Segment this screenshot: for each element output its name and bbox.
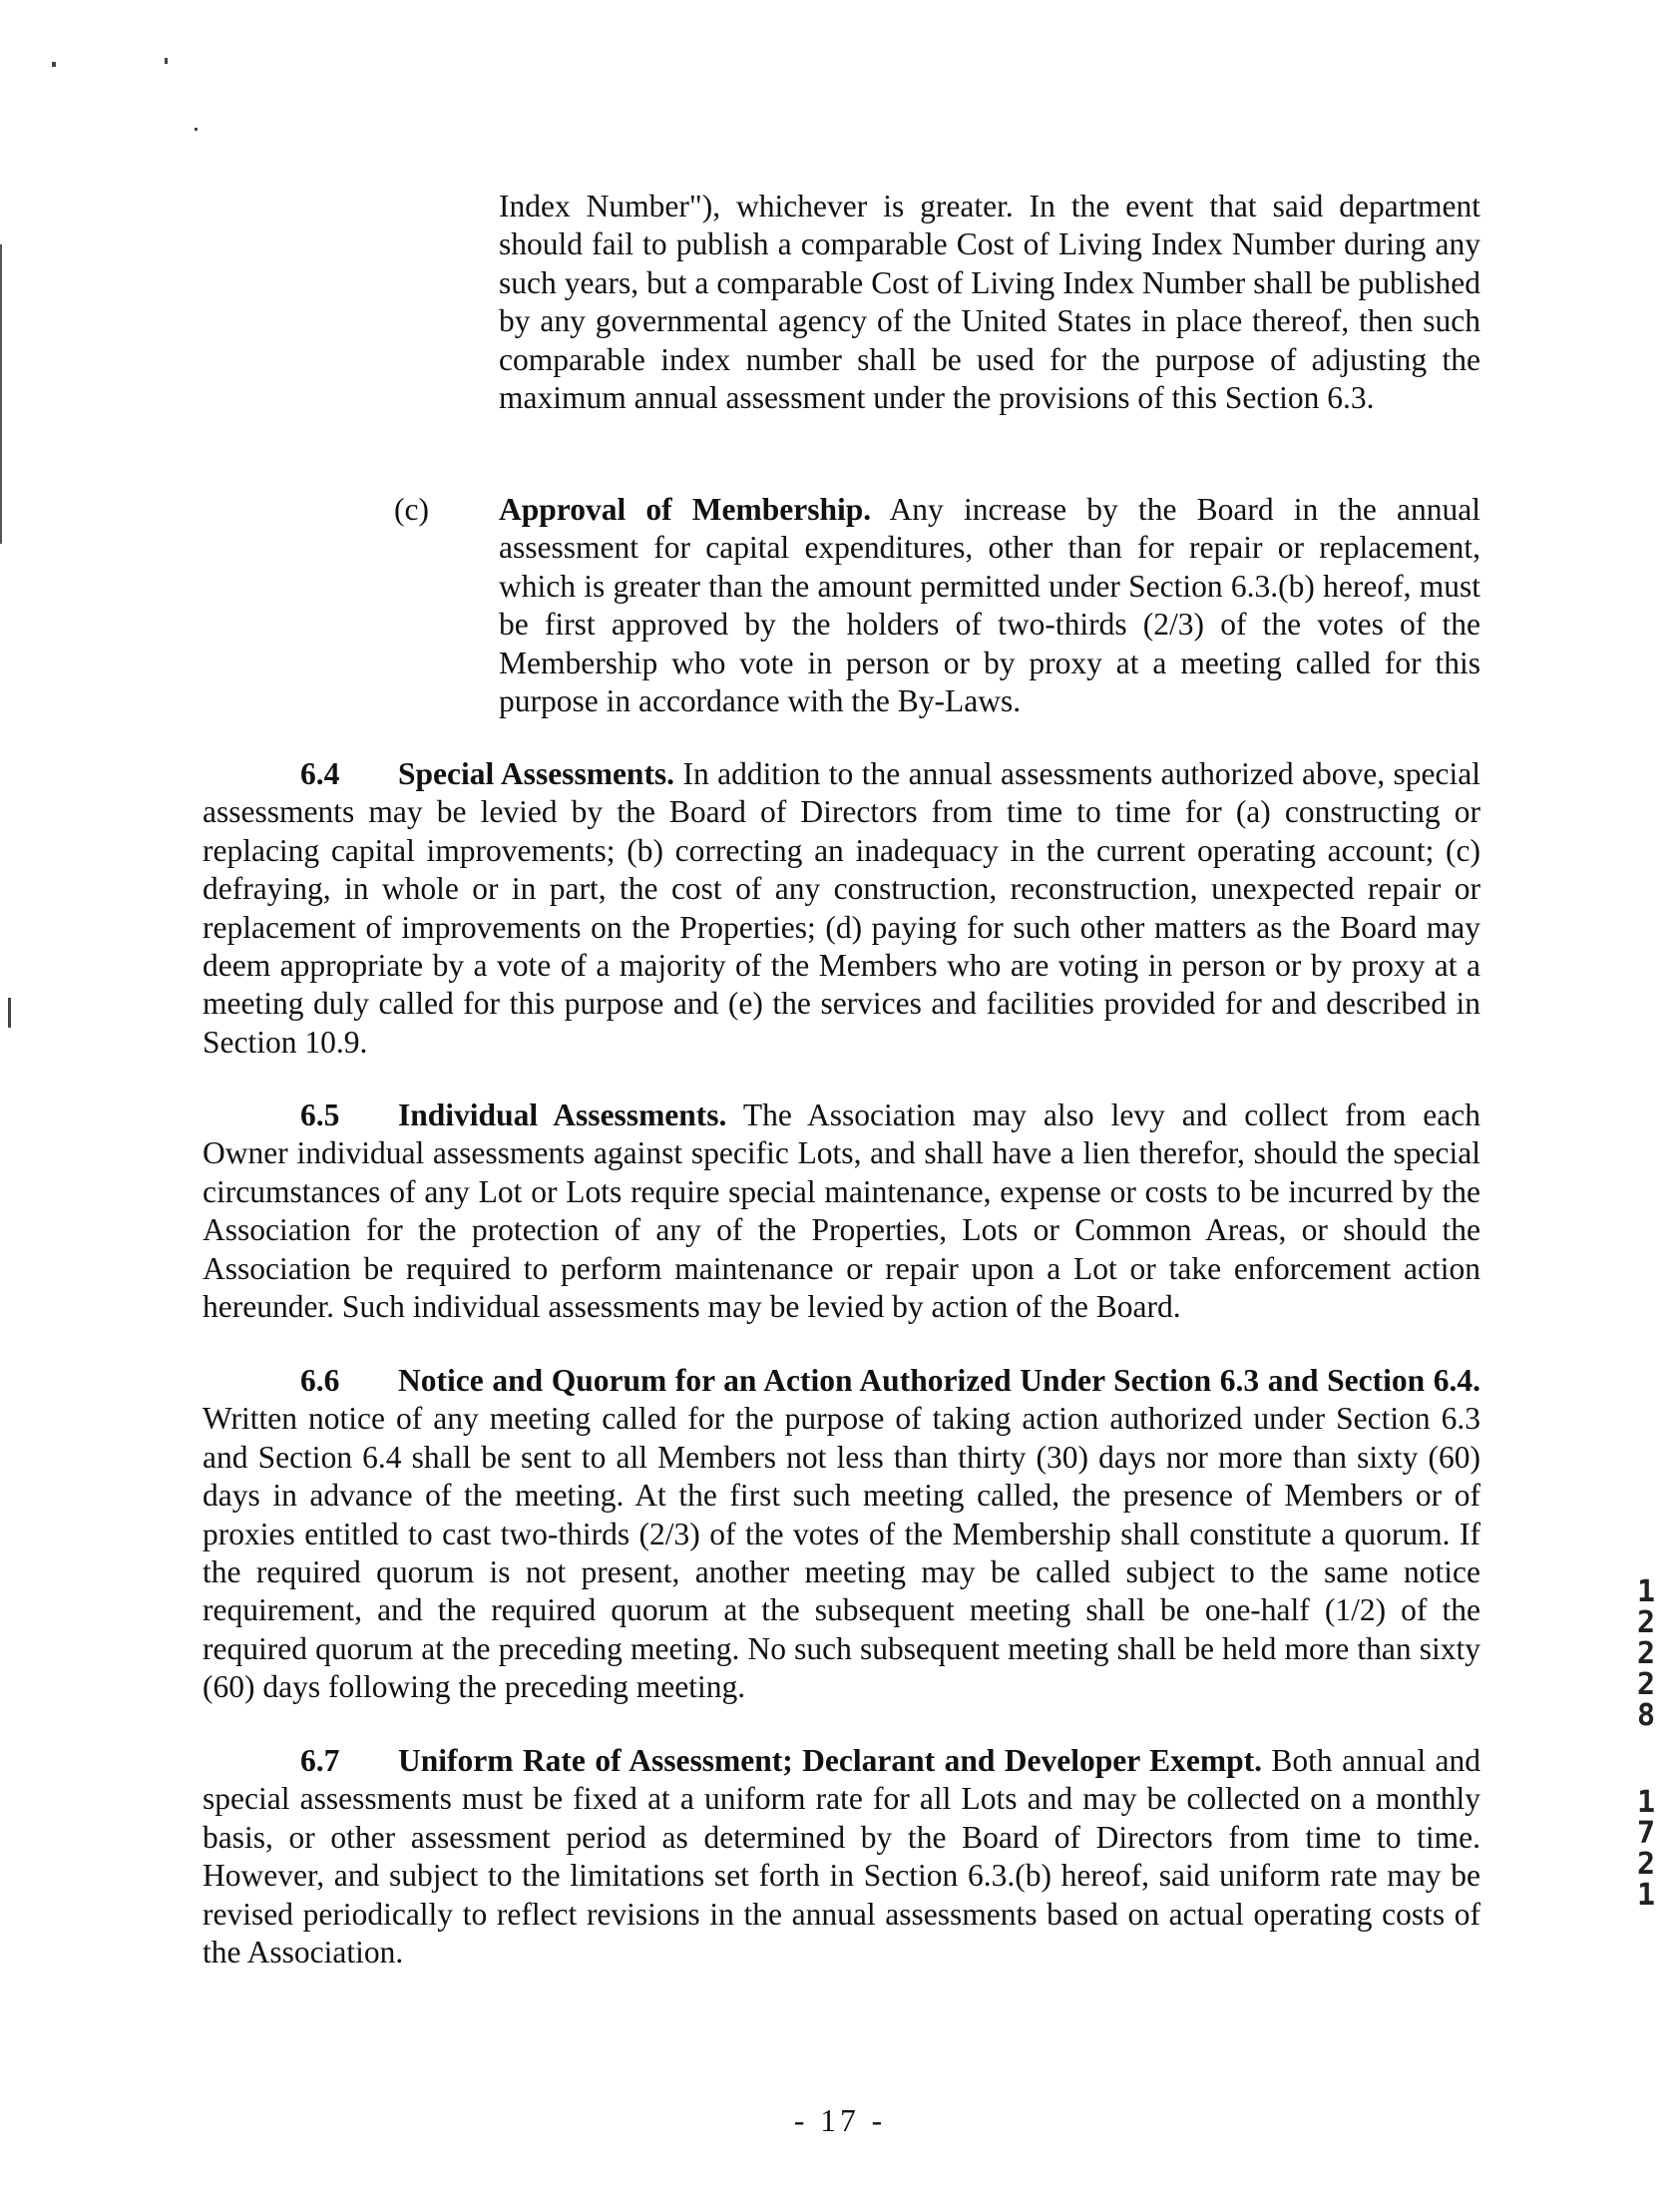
stamp-digit: 8	[1636, 1698, 1656, 1733]
section-heading: Individual Assessments.	[398, 1098, 727, 1132]
stamp-digit: 1	[1636, 1785, 1656, 1820]
subsection-body	[499, 491, 1480, 720]
section-number: 6.4	[300, 756, 340, 791]
subsection-label: (c)	[394, 492, 429, 527]
continuation-text: Index Number"), whichever is greater. In the event that said department should fail to publish a comparable Cost of Living Index Number during any such years, but a comparable Cost of Living Index Number shall be published by any governmental agency of the United States in place thereof, then such comparable index number shall be used for the purpose of adjusting the maximum annual assessment under the provisions of this Section 6.3.	[499, 189, 1480, 416]
section-text: In addition to the annual assessments authorized above, special assessments may be levied by the Board of Directors from time to time for (a) constructing or replacing capital improvements; (b) correcting an inadequacy in the current operating account; (c) defraying, in whole or in part, the cost of any construction, reconstruction, unexpected repair or replacement of improvements on the Properties; (d) paying for such other matters as the Board may deem appropriate by a vote of a majority of the Members who are voting in person or by proxy at a meeting duly called for this purpose and (e) the services and facilities provided for and described in Section 10.9.	[203, 756, 1480, 1060]
section-text: Written notice of any meeting called for the purpose of taking action authorized under Section 6.3 and Section 6.4 shall be sent to all Members not less than thirty (30) days nor more than sixty (60) days in advance of the meeting. At the first such meeting called, the presence of Members or of proxies entitled to cast two-thirds (2/3) of the votes of the Membership shall constitute a quorum. If the required quorum is not present, another meeting may be called subject to the same notice requirement, and the required quorum at the subsequent meeting shall be one-half (1/2) of the required quorum at the preceding meeting. No such subsequent meeting shall be held more than sixty (60) days following the preceding meeting.	[203, 1401, 1480, 1705]
section-heading: Notice and Quorum for an Action Authorized Under Section 6.3 and Section 6.4.	[398, 1363, 1480, 1398]
section-text: Both annual and special assessments must be fixed at a uniform rate for all Lots and may be collected on a monthly basis, or other assessment period as determined by the Board of Directors from time to time. However, and subject to the limitations set forth in Section 6.3.(b) hereof, said uniform rate may be revised periodically to reflect revisions in the annual assessments based on actual operating costs of the Association.	[203, 1743, 1480, 1971]
continuation-paragraph	[499, 188, 1480, 417]
scan-edge-line	[0, 244, 2, 544]
section-6-5	[203, 1097, 1480, 1326]
scan-speck	[52, 62, 56, 67]
margin-stamp-lower	[1626, 1787, 1666, 1911]
stamp-digit: 1	[1636, 1574, 1656, 1609]
scan-speck	[195, 128, 198, 131]
scan-speck	[8, 998, 11, 1028]
section-number: 6.6	[300, 1363, 340, 1398]
margin-stamp-upper	[1626, 1576, 1666, 1731]
section-6-6	[203, 1362, 1480, 1707]
stamp-digit: 1	[1636, 1878, 1656, 1913]
section-text: The Association may also levy and collect from each Owner individual assessments against specific Lots, and shall have a lien therefor, should the special circumstances of any Lot or Lots require special maintenance, expense or costs to be incurred by the Association for the protection of any of the Properties, Lots or Common Areas, or should the Association be required to perform maintenance or repair upon a Lot or take enforcement action hereunder. Such individual assessments may be levied by action of the Board.	[203, 1098, 1480, 1325]
stamp-digit: 7	[1636, 1816, 1656, 1851]
section-number: 6.5	[300, 1098, 340, 1132]
scan-speck	[165, 58, 168, 64]
subsection-heading: Approval of Membership.	[499, 492, 872, 527]
subsection-text: Any increase by the Board in the annual assessment for capital expenditures, other than for repair or replacement, which is greater than the amount permitted under Section 6.3.(b) hereof, must be first approved by the holders of two-thirds (2/3) of the votes of the Membership who vote in person or by proxy at a meeting called for this purpose in accordance with the By-Laws.	[499, 492, 1480, 719]
stamp-digit: 2	[1636, 1605, 1656, 1640]
section-number: 6.7	[300, 1743, 340, 1778]
stamp-digit: 2	[1636, 1667, 1656, 1702]
section-heading: Special Assessments.	[398, 756, 675, 791]
section-heading: Uniform Rate of Assessment; Declarant and Developer Exempt.	[398, 1743, 1262, 1778]
stamp-digit: 2	[1636, 1847, 1656, 1882]
section-6-7	[203, 1742, 1480, 1972]
stamp-digit: 2	[1636, 1636, 1656, 1671]
section-6-4	[203, 755, 1480, 1062]
page-number: - 17 -	[793, 2103, 887, 2138]
